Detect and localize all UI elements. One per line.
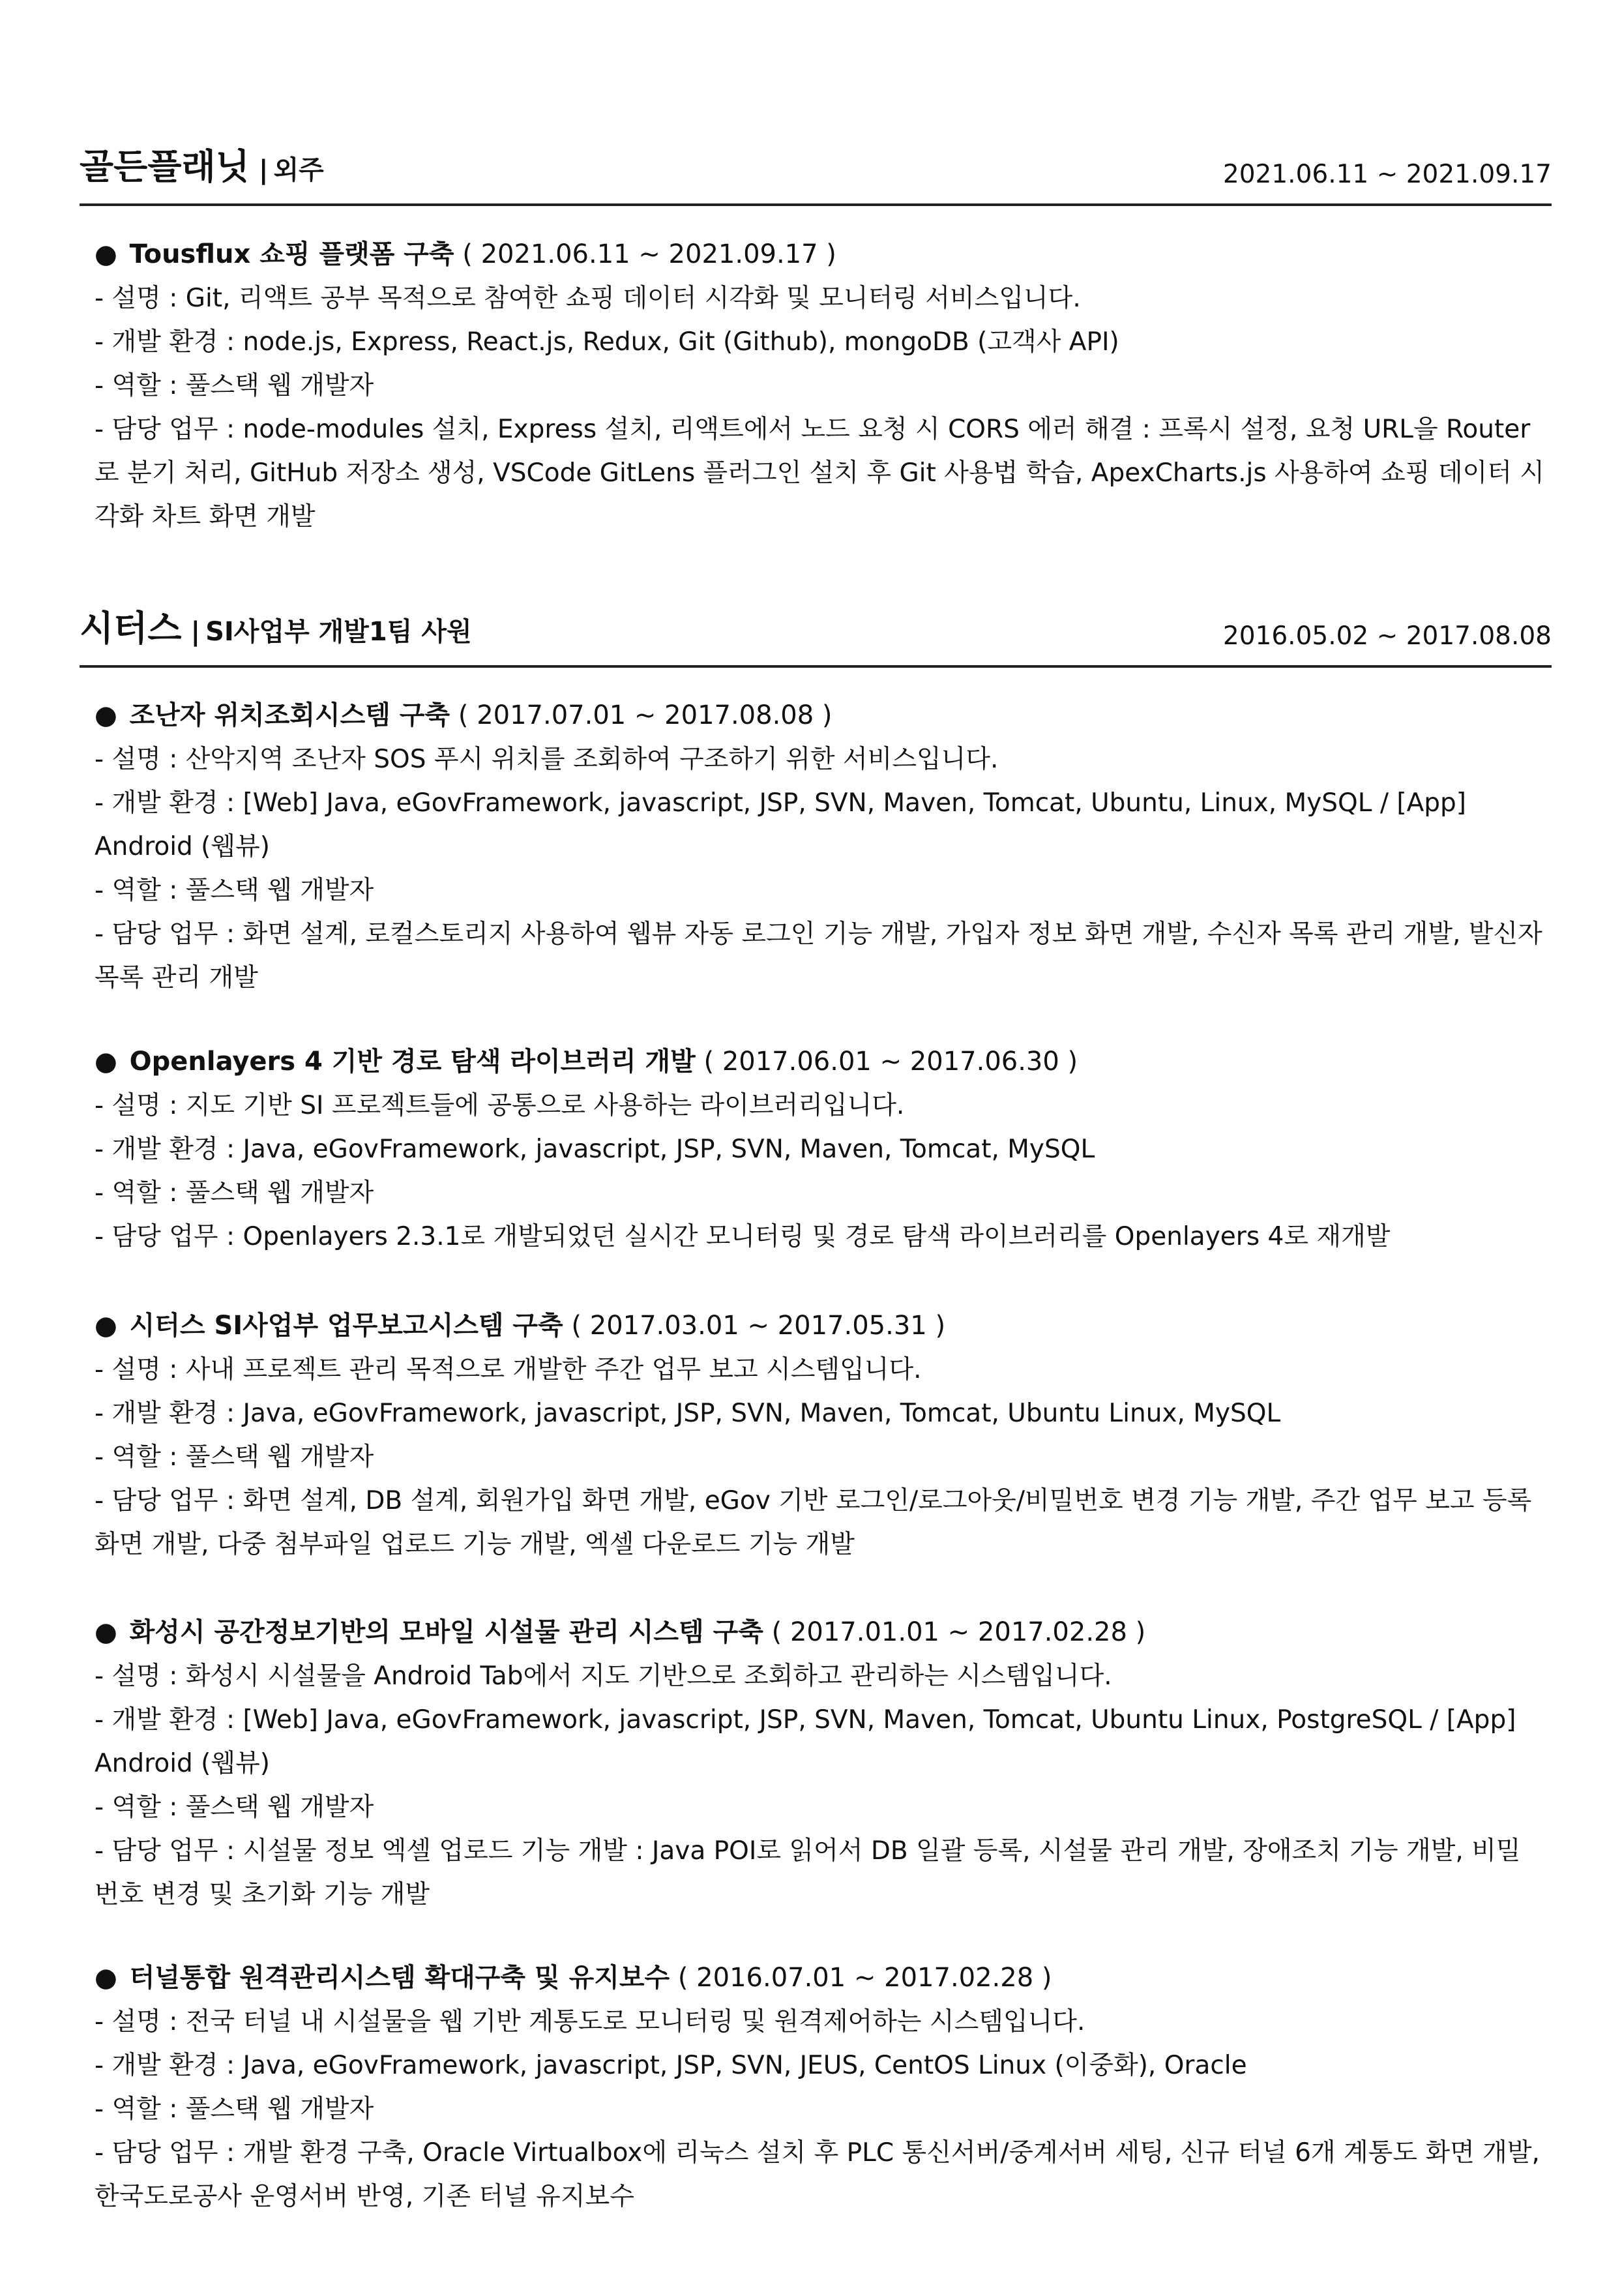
project-period: ( 2021.06.11 ~ 2021.09.17 ) — [462, 239, 836, 269]
project-name: 화성시 공간정보기반의 모바일 시설물 관리 시스템 구축 — [129, 1617, 763, 1647]
project-duty: - 담당 업무 : 화면 설계, DB 설계, 회원가입 화면 개발, eGov 기반 로그인/로그아웃/비밀번호 변경 기능 개발, 주간 업무 보고 등록 화면 개발, 다중 첨부파일 업로드 기능 개발, 엑셀 다운로드 기능 개발 — [95, 1486, 1532, 1559]
company-name: 골든플래닛 — [80, 146, 250, 187]
project-description: - 설명 : 사내 프로젝트 관리 목적으로 개발한 주간 업무 보고 시스템입니다. — [95, 1355, 922, 1384]
project-title — [95, 1956, 1545, 2000]
company-header-citus — [80, 605, 1552, 668]
company-period: 2016.05.02 ~ 2017.08.08 — [1222, 621, 1552, 651]
project-description: - 설명 : 지도 기반 SI 프로젝트들에 공통으로 사용하는 라이브러리입니다. — [95, 1091, 905, 1120]
project-duty: - 담당 업무 : Openlayers 2.3.1로 개발되었던 실시간 모니터링 및 경로 탐색 라이브러리를 Openlayers 4로 재개발 — [95, 1222, 1391, 1251]
project-environment: - 개발 환경 : node.js, Express, React.js, Redux, Git (Github), mongoDB (고객사 API) — [95, 327, 1119, 357]
project-tousflux — [95, 233, 1545, 539]
company-role: SI사업부 개발1팀 사원 — [205, 617, 472, 647]
project-period: ( 2017.06.01 ~ 2017.06.30 ) — [703, 1047, 1078, 1077]
project-description: - 설명 : 화성시 시설물을 Android Tab에서 지도 기반으로 조회하고 관리하는 시스템입니다. — [95, 1662, 1112, 1691]
project-name: Tousflux 쇼핑 플랫폼 구축 — [129, 239, 454, 269]
bullet-icon: ● — [95, 1617, 117, 1647]
project-title — [95, 233, 1545, 276]
project-role: - 역할 : 풀스택 웹 개발자 — [95, 876, 374, 905]
bullet-icon: ● — [95, 700, 117, 730]
project-environment: - 개발 환경 : [Web] Java, eGovFramework, javascript, JSP, SVN, Maven, Tomcat, Ubuntu Linux, PostgreSQL / [App] Android (웹뷰) — [95, 1705, 1516, 1778]
company-role: 외주 — [273, 155, 324, 185]
project-tunnel — [95, 1956, 1545, 2218]
project-description: - 설명 : Git, 리액트 공부 목적으로 참여한 쇼핑 데이터 시각화 및 모니터링 서비스입니다. — [95, 284, 1081, 313]
project-name: 터널통합 원격관리시스템 확대구축 및 유지보수 — [129, 1963, 670, 1993]
project-sos-location — [95, 694, 1545, 1000]
project-duty: - 담당 업무 : 개발 환경 구축, Oracle Virtualbox에 리눅스 설치 후 PLC 통신서버/중계서버 세팅, 신규 터널 6개 계통도 화면 개발, 한국도로공사 운영서버 반영, 기존 터널 유지보수 — [95, 2138, 1540, 2211]
project-role: - 역할 : 풀스택 웹 개발자 — [95, 1178, 374, 1208]
company-title — [80, 601, 472, 651]
project-title — [95, 1040, 1545, 1084]
company-separator: | — [190, 617, 201, 647]
company-title — [80, 139, 324, 189]
project-period: ( 2017.07.01 ~ 2017.08.08 ) — [458, 700, 833, 730]
project-role: - 역할 : 풀스택 웹 개발자 — [95, 2095, 374, 2124]
company-separator: | — [258, 155, 269, 185]
project-name: 시터스 SI사업부 업무보고시스템 구축 — [129, 1311, 563, 1341]
project-environment: - 개발 환경 : [Web] Java, eGovFramework, javascript, JSP, SVN, Maven, Tomcat, Ubuntu, Linux, MySQL / [App] Android (웹뷰) — [95, 788, 1467, 861]
project-duty: - 담당 업무 : node-modules 설치, Express 설치, 리액트에서 노드 요청 시 CORS 에러 해결 : 프록시 설정, 요청 URL을 Router로 분기 처리, GitHub 저장소 생성, VSCode GitLens 플러그인 설치 후 Git 사용법 학습, ApexCharts.js 사용하여 쇼핑 데이터 시각화 차트 화면 개발 — [95, 415, 1544, 531]
project-period: ( 2017.01.01 ~ 2017.02.28 ) — [771, 1617, 1146, 1647]
bullet-icon: ● — [95, 239, 117, 269]
project-name: Openlayers 4 기반 경로 탐색 라이브러리 개발 — [129, 1047, 696, 1077]
project-role: - 역할 : 풀스택 웹 개발자 — [95, 371, 374, 400]
bullet-icon: ● — [95, 1047, 117, 1077]
project-openlayers — [95, 1040, 1545, 1259]
project-duty: - 담당 업무 : 시설물 정보 엑셀 업로드 기능 개발 : Java POI로 읽어서 DB 일괄 등록, 시설물 관리 개발, 장애조치 기능 개발, 비밀번호 변경 및 초기화 기능 개발 — [95, 1836, 1521, 1909]
project-environment: - 개발 환경 : Java, eGovFramework, javascript, JSP, SVN, Maven, Tomcat, MySQL — [95, 1135, 1095, 1164]
project-environment: - 개발 환경 : Java, eGovFramework, javascript, JSP, SVN, JEUS, CentOS Linux (이중화), Oracle — [95, 2051, 1247, 2080]
project-hwaseong-facility — [95, 1611, 1545, 1916]
project-duty: - 담당 업무 : 화면 설계, 로컬스토리지 사용하여 웹뷰 자동 로그인 기능 개발, 가입자 정보 화면 개발, 수신자 목록 관리 개발, 발신자 목록 관리 개발 — [95, 919, 1542, 992]
project-period: ( 2016.07.01 ~ 2017.02.28 ) — [677, 1963, 1052, 1993]
project-description: - 설명 : 전국 터널 내 시설물을 웹 기반 계통도로 모니터링 및 원격제어하는 시스템입니다. — [95, 2007, 1085, 2036]
project-period: ( 2017.03.01 ~ 2017.05.31 ) — [571, 1311, 946, 1341]
company-period: 2021.06.11 ~ 2021.09.17 — [1222, 160, 1552, 189]
project-title — [95, 1611, 1545, 1654]
company-name: 시터스 — [80, 608, 182, 649]
project-role: - 역할 : 풀스택 웹 개발자 — [95, 1442, 374, 1472]
project-description: - 설명 : 산악지역 조난자 SOS 푸시 위치를 조회하여 구조하기 위한 서비스입니다. — [95, 745, 999, 774]
project-work-report — [95, 1304, 1545, 1566]
bullet-icon: ● — [95, 1311, 117, 1341]
project-title — [95, 694, 1545, 738]
project-name: 조난자 위치조회시스템 구축 — [129, 700, 450, 730]
company-header-goldenplanet — [80, 143, 1552, 206]
project-role: - 역할 : 풀스택 웹 개발자 — [95, 1793, 374, 1822]
project-environment: - 개발 환경 : Java, eGovFramework, javascript, JSP, SVN, Maven, Tomcat, Ubuntu Linux, MySQL — [95, 1399, 1281, 1428]
project-title — [95, 1304, 1545, 1348]
bullet-icon: ● — [95, 1963, 117, 1993]
